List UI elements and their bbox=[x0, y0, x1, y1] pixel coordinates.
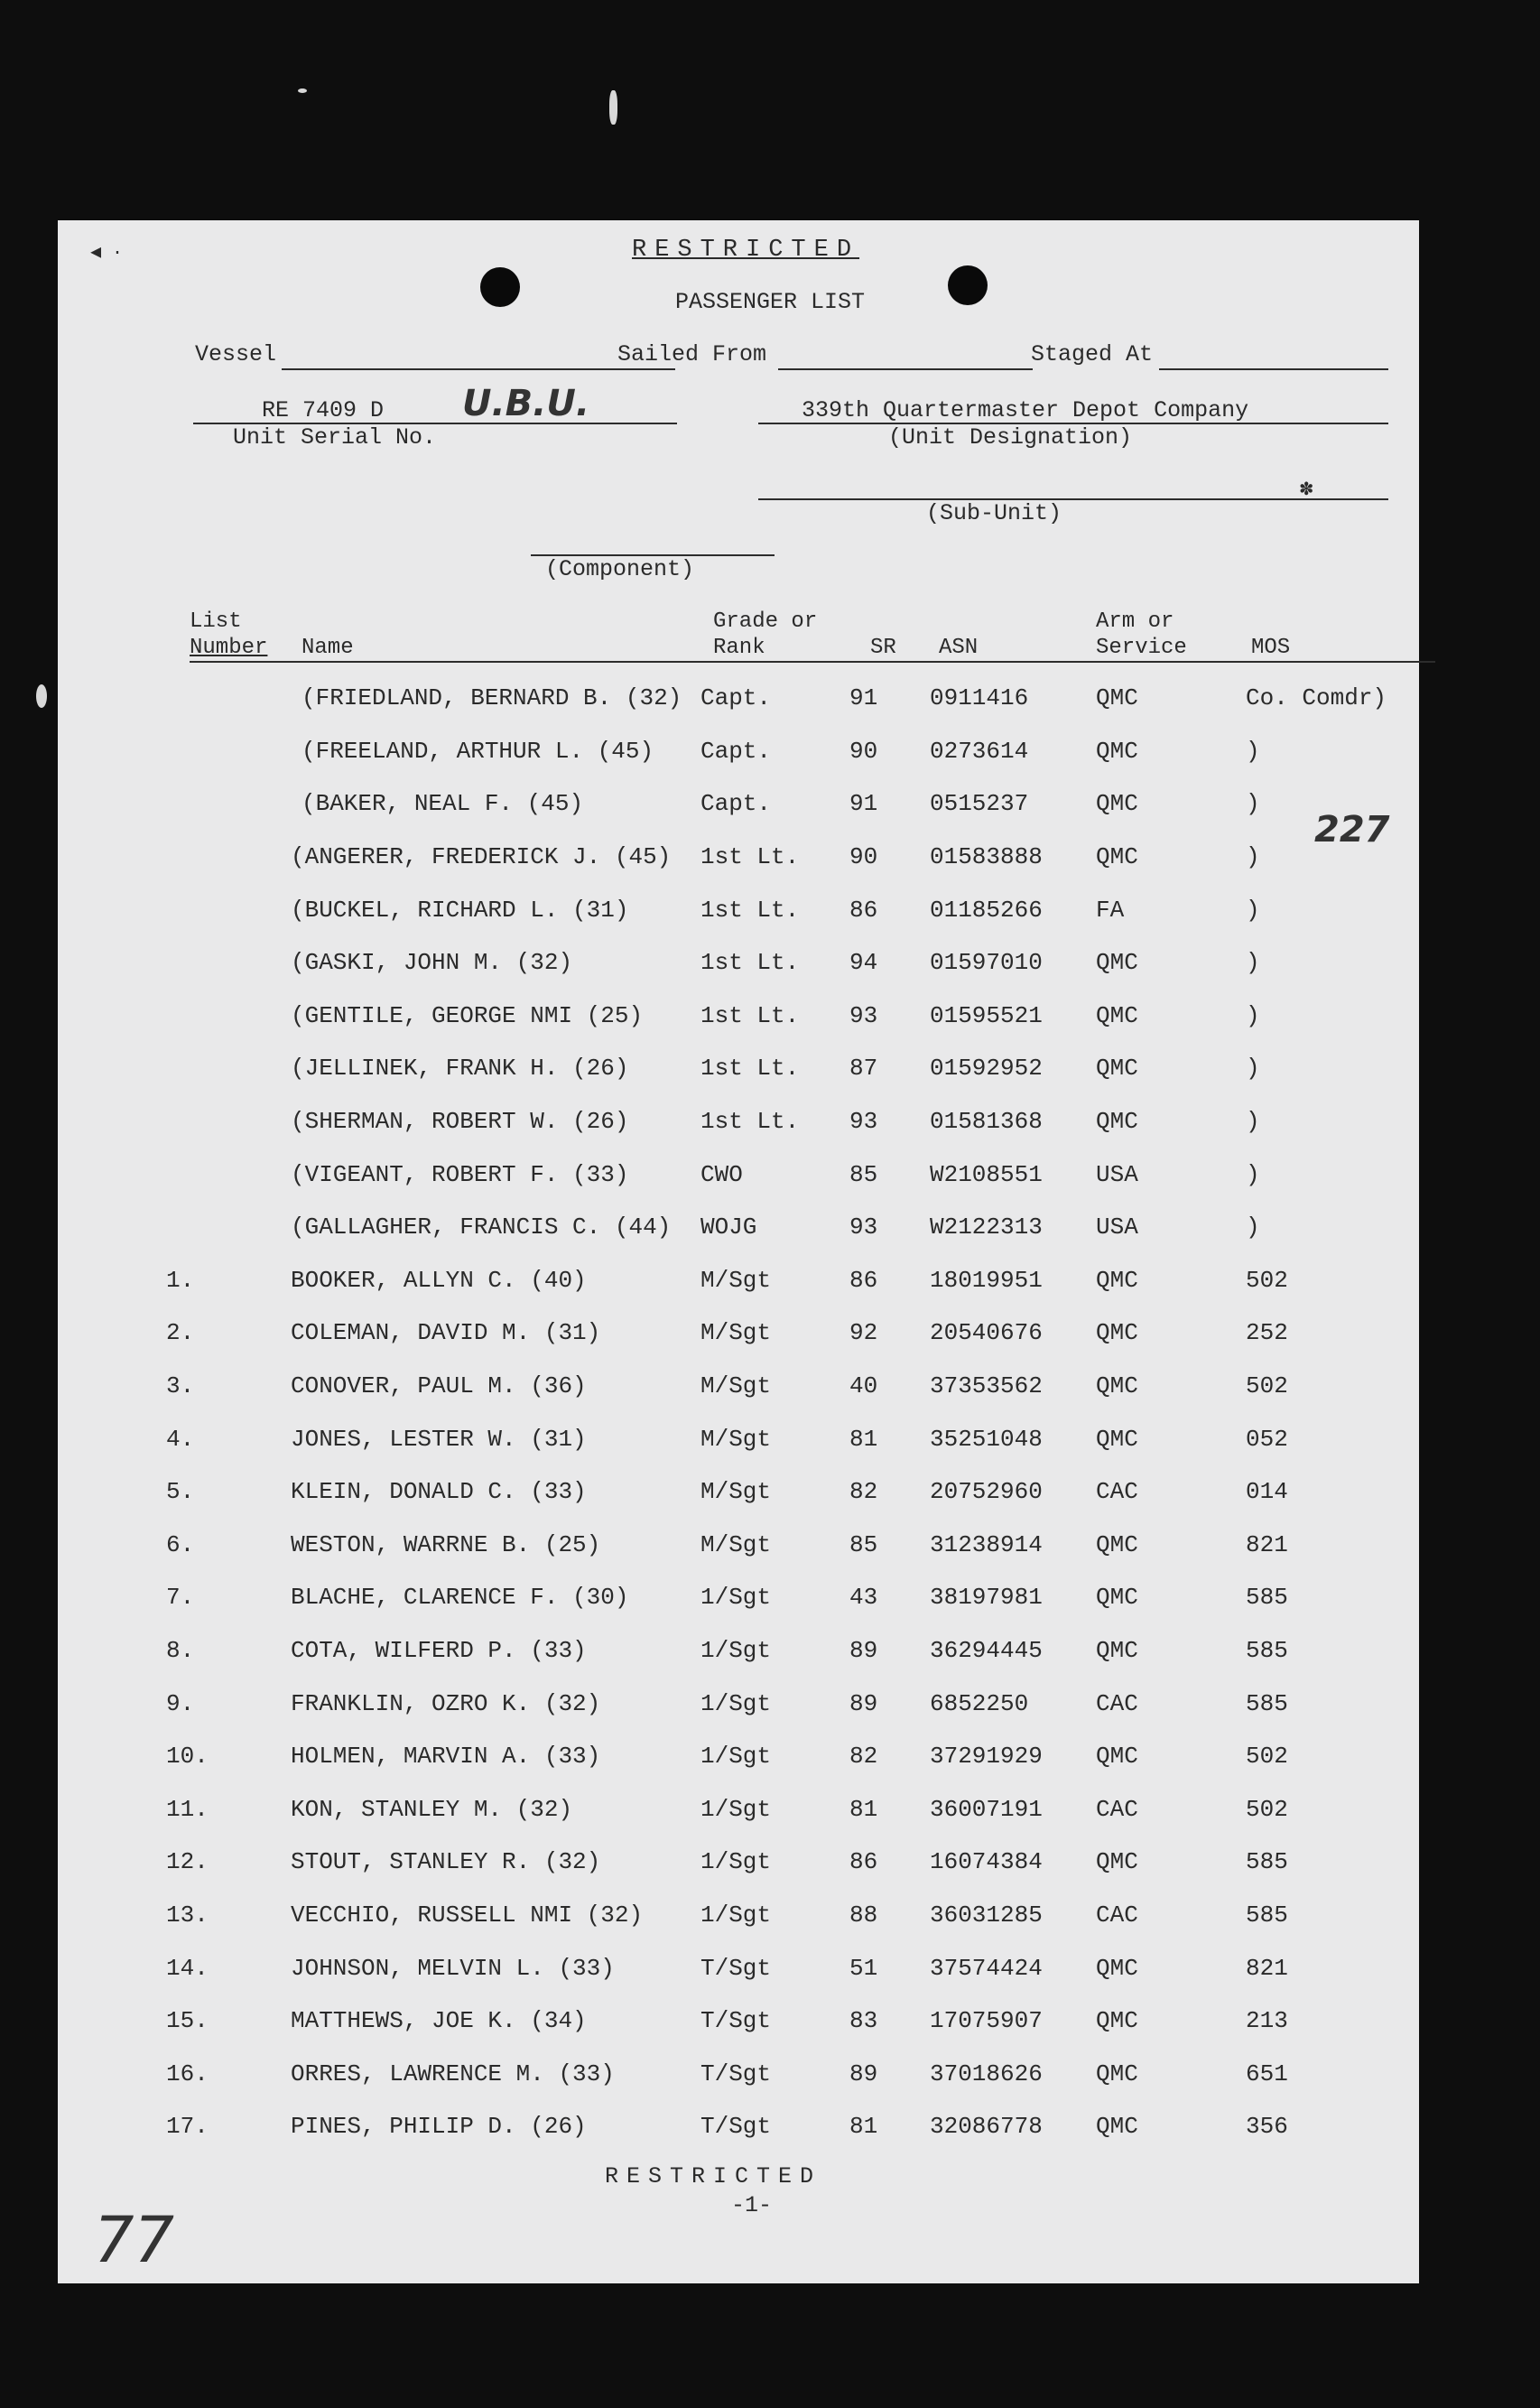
sub-unit-line bbox=[758, 498, 1388, 500]
table-row: (SHERMAN, ROBERT W. (26) 1st Lt. 93 01581368 QMC ) bbox=[291, 1108, 1260, 1135]
handwritten-corner-number: 77 bbox=[94, 2203, 175, 2277]
table-row: 11. KON, STANLEY M. (32) 1/Sgt 81 36007191 CAC 502 bbox=[166, 1796, 1288, 1823]
table-row: 8. COTA, WILFERD P. (33) 1/Sgt 89 36294445 QMC 585 bbox=[166, 1637, 1288, 1664]
ink-mark: ✽ bbox=[1300, 478, 1313, 502]
page-tick-marks: ◀ · bbox=[90, 243, 124, 264]
handwritten-margin-number: 227 bbox=[1314, 809, 1390, 851]
table-row: 16. ORRES, LAWRENCE M. (33) T/Sgt 89 37018626 QMC 651 bbox=[166, 2060, 1288, 2087]
table-row: 7. BLACHE, CLARENCE F. (30) 1/Sgt 43 38197981 QMC 585 bbox=[166, 1584, 1288, 1611]
document-page bbox=[58, 220, 1419, 2283]
col-header-sr: SR bbox=[870, 636, 896, 660]
scan-speck bbox=[609, 90, 617, 125]
scan-speck bbox=[36, 684, 47, 708]
table-row: 12. STOUT, STANLEY R. (32) 1/Sgt 86 16074384 QMC 585 bbox=[166, 1848, 1288, 1875]
table-row: 3. CONOVER, PAUL M. (36) M/Sgt 40 37353562 QMC 502 bbox=[166, 1372, 1288, 1399]
table-row: 9. FRANKLIN, OZRO K. (32) 1/Sgt 89 6852250 CAC 585 bbox=[166, 1690, 1288, 1717]
col-header-grade: Grade or Rank bbox=[713, 609, 818, 660]
staged-at-line bbox=[1159, 368, 1388, 370]
unit-serial-value: RE 7409 D bbox=[262, 397, 385, 423]
unit-designation-label: (Unit Designation) bbox=[888, 424, 1133, 451]
table-row: (BUCKEL, RICHARD L. (31) 1st Lt. 86 01185266 FA ) bbox=[291, 897, 1260, 924]
table-row: 10. HOLMEN, MARVIN A. (33) 1/Sgt 82 37291929 QMC 502 bbox=[166, 1743, 1288, 1770]
table-row: 17. PINES, PHILIP D. (26) T/Sgt 81 32086778 QMC 356 bbox=[166, 2113, 1288, 2140]
header-underline bbox=[190, 661, 1435, 663]
table-row: 4. JONES, LESTER W. (31) M/Sgt 81 35251048 QMC 052 bbox=[166, 1426, 1288, 1453]
table-row: 13. VECCHIO, RUSSELL NMI (32) 1/Sgt 88 36031285 CAC 585 bbox=[166, 1901, 1288, 1929]
col-header-arm: Arm or Service bbox=[1096, 609, 1187, 660]
table-row: (GENTILE, GEORGE NMI (25) 1st Lt. 93 01595521 QMC ) bbox=[291, 1002, 1260, 1029]
punch-hole-left bbox=[480, 267, 520, 307]
col-header-asn: ASN bbox=[939, 636, 979, 660]
staged-at-label: Staged At bbox=[1031, 341, 1154, 367]
table-row: (ANGERER, FREDERICK J. (45) 1st Lt. 90 01583888 QMC ) bbox=[291, 843, 1260, 870]
col-header-name: Name bbox=[302, 636, 354, 660]
col-header-list-number: List Number bbox=[190, 609, 268, 660]
unit-designation-value: 339th Quartermaster Depot Company bbox=[802, 397, 1249, 423]
classification-header: RESTRICTED bbox=[632, 237, 860, 264]
table-row: (FRIEDLAND, BERNARD B. (32) Capt. 91 0911416 QMC Co. Comdr) bbox=[302, 684, 1387, 711]
sub-unit-label: (Sub-Unit) bbox=[926, 500, 1062, 526]
vessel-line bbox=[282, 368, 675, 370]
scan-speck bbox=[298, 88, 307, 93]
table-row: 5. KLEIN, DONALD C. (33) M/Sgt 82 20752960 CAC 014 bbox=[166, 1478, 1288, 1505]
document-title: PASSENGER LIST bbox=[675, 289, 866, 315]
punch-hole-right bbox=[948, 265, 988, 305]
table-row: 6. WESTON, WARRNE B. (25) M/Sgt 85 31238914 QMC 821 bbox=[166, 1531, 1288, 1558]
table-row: 2. COLEMAN, DAVID M. (31) M/Sgt 92 20540676 QMC 252 bbox=[166, 1319, 1288, 1346]
table-row: 1. BOOKER, ALLYN C. (40) M/Sgt 86 18019951 QMC 502 bbox=[166, 1267, 1288, 1294]
classification-footer: RESTRICTED bbox=[605, 2163, 822, 2190]
col-header-mos: MOS bbox=[1251, 636, 1291, 660]
unit-serial-handwritten: U.B.U. bbox=[462, 383, 590, 424]
table-row: 14. JOHNSON, MELVIN L. (33) T/Sgt 51 37574424 QMC 821 bbox=[166, 1955, 1288, 1982]
table-row: (GASKI, JOHN M. (32) 1st Lt. 94 01597010 QMC ) bbox=[291, 949, 1260, 976]
unit-serial-label: Unit Serial No. bbox=[233, 424, 437, 451]
vessel-label: Vessel bbox=[195, 341, 277, 367]
table-row: 15. MATTHEWS, JOE K. (34) T/Sgt 83 17075907 QMC 213 bbox=[166, 2007, 1288, 2034]
table-row: (BAKER, NEAL F. (45) Capt. 91 0515237 QMC ) bbox=[302, 790, 1260, 817]
sailed-from-label: Sailed From bbox=[617, 341, 767, 367]
table-row: (FREELAND, ARTHUR L. (45) Capt. 90 0273614 QMC ) bbox=[302, 738, 1260, 765]
table-row: (VIGEANT, ROBERT F. (33) CWO 85 W2108551 USA ) bbox=[291, 1161, 1260, 1188]
table-row: (JELLINEK, FRANK H. (26) 1st Lt. 87 01592952 QMC ) bbox=[291, 1055, 1260, 1082]
table-row: (GALLAGHER, FRANCIS C. (44) WOJG 93 W2122313 USA ) bbox=[291, 1213, 1260, 1241]
component-label: (Component) bbox=[545, 556, 695, 582]
page-number: -1- bbox=[731, 2192, 773, 2218]
sailed-from-line bbox=[778, 368, 1033, 370]
